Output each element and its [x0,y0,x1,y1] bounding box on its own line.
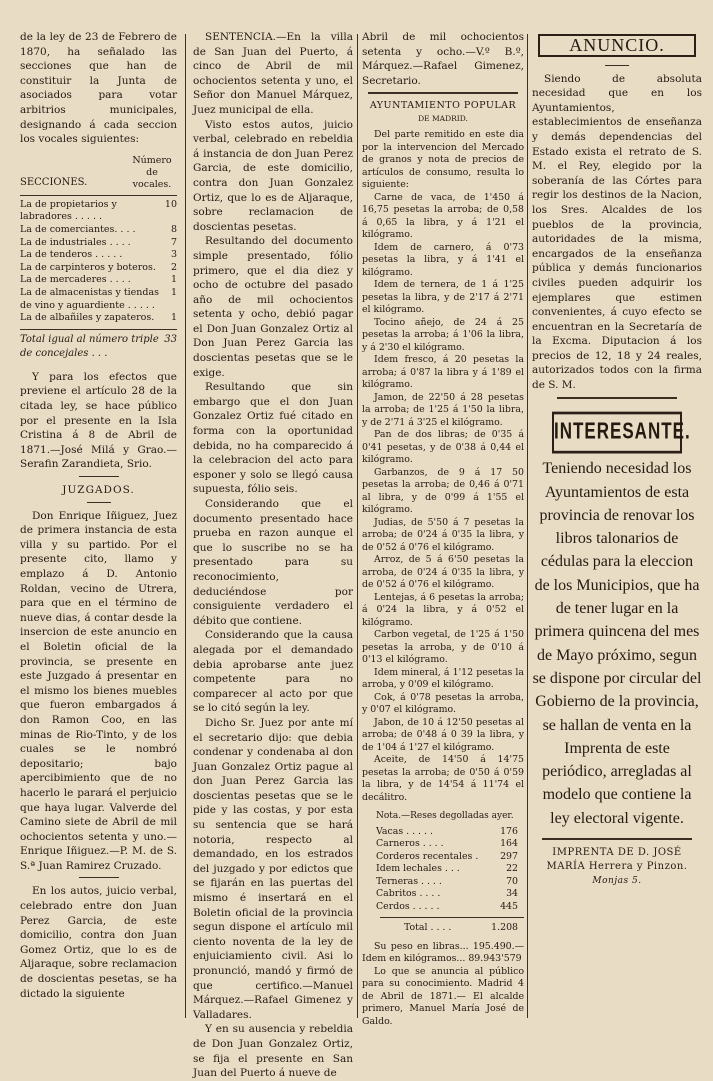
list-item: Cabritos . . . . 34 [376,888,518,900]
precio-item: Aceite, de 14'50 á 14'75 pesetas la arroba; de 0'50 á 0'59 la libra, y de 14'54 á 11'74 el decálitro. [362,754,524,803]
precio-item: Idem de ternera, de 1 á 1'25 pesetas la libra, y de 2'17 á 2'71 el kilógramo. [362,279,524,316]
precio-item: Idem fresco, á 20 pesetas la arroba; á 0'87 la libra y á 1'89 el kilógramo. [362,354,524,391]
precio-item: Pan de dos libras; de 0'35 á 0'41 pesetas, y de 0'38 á 0,44 el kilógramo. [362,429,524,466]
sentencia-paragraph: SENTENCIA.—En la villa de San Juan del Puerto, á cinco de Abril de mil ochocientos setenta y uno, el Señor don Manuel Márquez, Juez municipal de ella. [193,31,353,116]
column-rule [357,34,358,1018]
divider [79,877,119,878]
column-rule [185,34,186,1018]
sentencia-paragraph: Considerando que la causa alegada por el demandado debia aprobarse ante juez competente para no comparecer al acto por que se lo citó según la ley. [193,629,353,715]
list-item: La de industriales . . . . 7 [20,236,177,248]
divider [605,65,629,66]
juzgado-paragraph: Don Enrique Iñiguez, Juez de primera instancia de esta villa y su partido. Por el presente cito, llamo y emplazo á D. Antonio Roldan, vecino de Utrera, para que en el término de nueve dias, á contar desde la insercion de este anuncio en el Boletin oficial de la provincia, se presente en este Juzgado á presentar en el mismo los bienes muebles que fueron embargados á don Ramon Coo, en las minas de Rio-Tinto, y de los cuales se le nombró depositario; bajo apercibimiento que de no hacerlo le parará el perjuicio que haya lugar. Valverde del Camino siete de Abril de mil ochocientos setenta y uno.—Enrique Iñiguez.—P. M. de S. S.ª Juan Ramirez Cruzado. [20,509,177,872]
interesante-paragraph: Teniendo necesidad los Ayuntamientos de esta provincia de renovar los libros talonarios de cédulas para la eleccion de los Municipios, que ha de tener lugar en la primera quincena del mes de Mayo próximo, segun se dispone por circular del Gobierno de la provincia, se hallan de venta en la Imprenta de este periódico, arregladas al modelo que contiene la ley electoral vigente. [532,460,702,827]
precio-item: Carne de vaca, de 1'450 á 16,75 pesetas la arroba; de 0,58 á 0,65 la libra, y á 1'21 el kilógramo. [362,191,524,241]
nota-title: Nota.—Reses degolladas ayer. [376,811,514,822]
precio-item: Tocino añejo, de 24 á 25 pesetas la arroba; á 1'06 la libra, y á 2'30 el kilógramo. [362,316,524,353]
list-item: Cerdos . . . . . 445 [376,900,518,912]
list-item: La de almacenistas y tiendas de vino y aguardiente . . . . . 1 [20,286,177,311]
sentencia-paragraph: Resultando que sin embargo que el don Juan Gonzalez Ortiz fué citado en forma con la oportunidad debida, no ha comparecido á la celebracion del acto para esponer y solo se llegó causa supuesta, fólio seis. [193,381,353,496]
ayuntamiento-title: AYUNTAMIENTO POPULAR [369,100,517,112]
precio-item: Judias, de 5'50 á 7 pesetas la arroba; de 0'24 á 0'35 la libra, y de 0'52 á 0'76 el kilógramo. [362,516,524,553]
ayuntamiento-subtitle: DE MADRID. [418,113,468,123]
precio-item: Lentejas, á 6 pesetas la arroba; á 0'24 la libra, y á 0'52 el kilógramo. [362,591,524,628]
precio-item: Garbanzos, de 9 á 17 50 pesetas la arroba; de 0,46 á 0'71 al libra, y de 0'99 á 1'55 el kilógramo. [362,466,524,516]
list-item: La de propietarios y labradores . . . . . 10 [20,198,177,223]
aviso-paragraph: Y para los efectos que previene el artículo 28 de la citada ley, se hace público por el presente en la Isla Cristina á 8 de Abril de 1871.—José Milá y Grao.—Serafin Zarandieta, Srio. [20,370,177,471]
sentencia-paragraph: Dicho Sr. Juez por ante mí el secretario dijo: que debia condenar y condenaba al don Juan Gonzalez Ortiz pague al don Juan Perez Garcia las doscientas pesetas que se le pide y las costas, y por esta su sentencia que se hará notoria, respecto al demandado, en los estrados del juzgado y por edictos que se fijarán en las puertas del mismo é insertará en el Boletin oficial de la provincia segun dispone el artículo mil ciento noventa de la ley de enjuiciamiento civil. Asi lo pronunció, mandó y firmó de que certifico.—Manuel Márquez.—Rafael Gimenez y Valladares. [193,716,353,1021]
cierre-paragraph: Lo que se anuncia al público para su conocimiento. Madrid 4 de Abril de 1871.— El alcalde primero, Manuel María José de Galdo. [362,965,524,1027]
sentencia-paragraph: Resultando del documento simple presentado, fólio primero, que el dia diez y ocho de octubre del pasado año de mil ochocientos setenta y ocho, debió pagar el Don Juan Gonzalez Ortiz al Don Juan Perez Garcia las doscientas pesetas que se le exige. [193,235,353,379]
column-4 [532,30,702,1015]
intro-paragraph: de la ley de 23 de Febrero de 1870, ha señalado las secciones que han de constituir la Junta de asociados para votar arbitrios municipales, designando á cada seccion los vocales siguientes: [20,31,177,146]
imprenta-name: IMPRENTA DE D. JOSÉ MARÍA Herrera y Pinzon. [546,847,688,872]
sentencia-paragraph: Considerando que el documento presentado hace prueba en razon aunque el que lo suscribe no se ha presentado para su reconocimiento, deduciéndose por consiguiente verdadero el débito que contiene. [193,498,353,627]
autos-paragraph: En los autos, juicio verbal, celebrado entre don Juan Perez Garcia, de este domicilio, contra don Juan Gomez Ortiz, que lo es de Aljaraque, sobre reclamacion de doscientas pesetas, se ha dictado la siguiente [20,885,177,1000]
divider [368,92,518,94]
precio-item: Jamon, de 22'50 á 28 pesetas la arroba; de 1'25 á 1'50 la libra, y de 2'71 á 3'25 el kilógramo. [362,391,524,428]
divider [542,838,692,840]
imprenta-address: Monjas 5. [592,876,642,886]
column-3 [362,30,524,1027]
precio-item: Arroz, de 5 á 6'50 pesetas la arroba, de 0'24 á 0'35 la libra, y de 0'52 á 0'76 el kilógramo. [362,554,524,591]
column-rule [527,34,528,1018]
imprenta-footer [532,846,702,888]
reses-total [380,917,524,937]
precio-item: Carbon vegetal, de 1'25 á 1'50 pesetas la arroba, y de 0'10 á 0'13 el kilógramo. [362,629,524,666]
list-item: Idem lechales . . . 22 [376,863,518,875]
precio-item: Idem mineral, á 1'12 pesetas la arroba, y 0'09 el kilógramo. [362,666,524,691]
list-item: Terneras . . . . 70 [376,875,518,887]
secciones-title: SECCIONES. [20,177,88,189]
juzgados-title: JUZGADOS. [62,484,135,497]
secciones-list [20,195,177,325]
secciones-total [20,329,177,362]
list-item: La de albañiles y zapateros. 1 [20,312,177,324]
total-value: 1.208 [491,922,518,934]
list-item: La de carpinteros y boteros. 2 [20,261,177,273]
divider [79,476,119,477]
divider [87,502,111,503]
numero-label: Número de vocales. [132,154,172,190]
anuncio-paragraph: Siendo de absoluta necesidad que en los Ayuntamientos, establecimientos de enseñanza y demás dependencias del Estado exista el retrato de S. M. el Rey, elegido por la soberanía de las Córtes para regir los destinos de la Nacion, los Sres. Alcaldes de los pueblos de la provincia, autoridades de la misma, encargados de la enseñanza pública y demás funcionarios civiles pueden adquirir los ejemplares que estimen convenientes, á cuyo efecto se encuentran en la Secretaría de la Excma. Diputacion á los precios de 12, 18 y 24 reales, autorizados todos con la firma de S. M. [532,72,702,392]
sentencia-paragraph: Visto estos autos, juicio verbal, celebrado en rebeldia á instancia de don Juan Perez Garcia, de este domicilio, contra don Juan Gonzalez Ortiz, que lo es de Aljaraque, sobre reclamacion de doscientas pesetas. [193,118,353,233]
list-item: La de tenderos . . . . . 3 [20,249,177,261]
column-2 [193,30,353,1080]
secciones-header [20,155,177,191]
list-item: La de mercaderes . . . . 1 [20,274,177,286]
divider [557,397,677,399]
list-item: La de comerciantes. . . . 8 [20,223,177,235]
precio-item: Idem de carnero, á 0'73 pesetas la libra, y á 1'41 el kilógramo. [362,241,524,278]
list-item: Vacas . . . . . 176 [376,825,518,837]
firma-paragraph: Abril de mil ochocientos setenta y ocho.—V.º B.º, Márquez.—Rafael Gimenez, Secretario. [362,31,524,87]
reses-list [362,826,524,914]
precio-item: Jabon, de 10 á 12'50 pesetas al arroba; de 0'48 á 0 39 la libra, y de 1'04 á 1'27 el kilógramo. [362,716,524,753]
total-label: Total . . . . [404,922,452,934]
column-1 [20,30,177,1015]
sentencia-paragraph: Y en su ausencia y rebeldia de Don Juan Gonzalez Ortiz, se fija el presente en San Juan del Puerto á nueve de [193,1023,353,1080]
total-value: 33 [164,333,177,345]
precios-intro: Del parte remitido en este dia por la intervencion del Mercado de granos y nota de precios de artículos de consumo, resulta lo siguiente: [362,129,524,191]
precio-item: Cok, á 0'78 pesetas la arroba, y 0'07 el kilógramo. [362,691,524,716]
anuncio-title: ANUNCIO. [538,34,696,57]
peso-paragraph: Su peso en libras... 195.490.— Idem en kilógramos... 89.943'579 [362,940,524,965]
total-label: Total igual al número triple de concejales . . . [20,333,159,360]
list-item: Corderos recentales . 297 [376,850,518,862]
list-item: Carneros . . . . 164 [376,838,518,850]
interesante-title: INTERESANTE. [552,411,682,452]
